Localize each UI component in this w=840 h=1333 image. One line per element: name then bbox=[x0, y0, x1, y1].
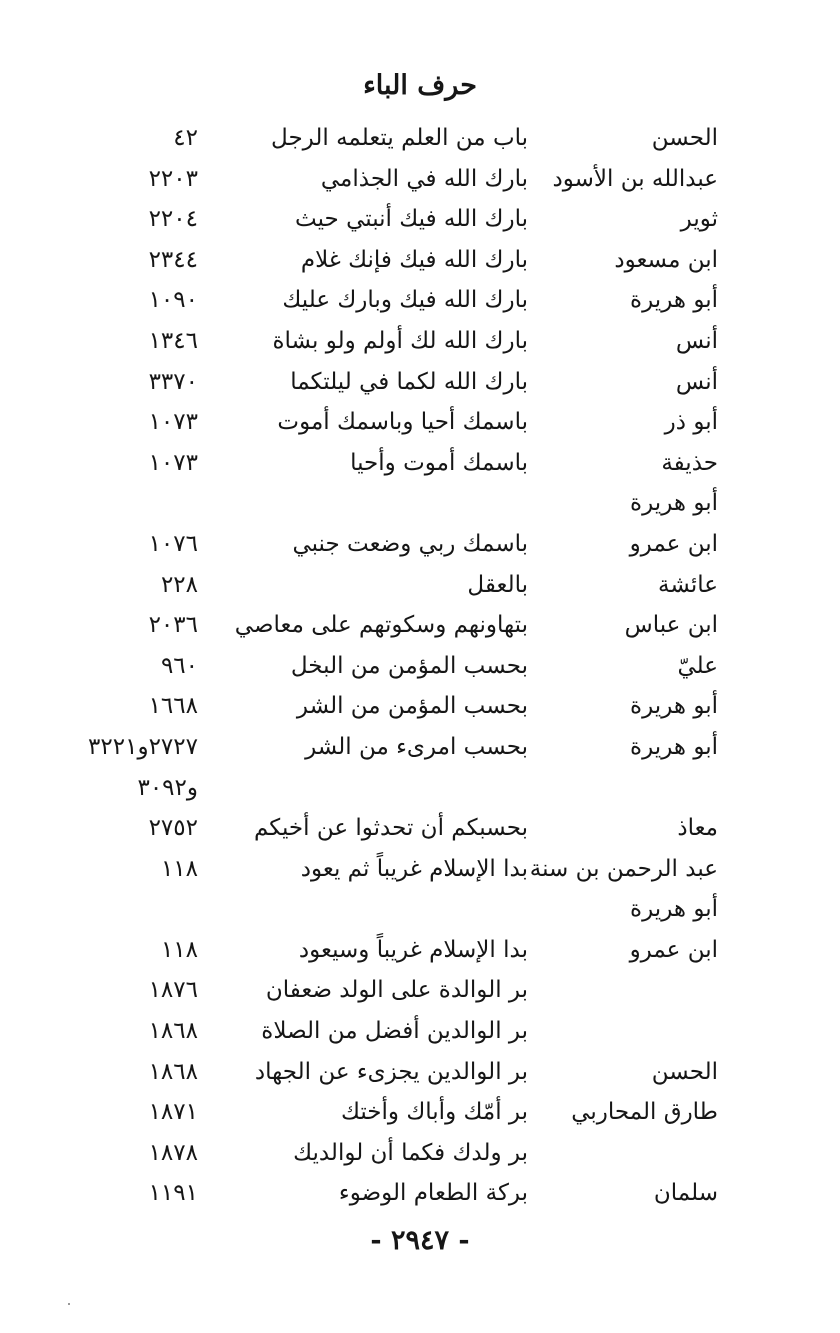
hadith-opening: بارك الله فيك وبارك عليك bbox=[282, 287, 528, 314]
hadith-number: ١٠٧٦ bbox=[148, 530, 198, 557]
index-row bbox=[0, 401, 840, 442]
narrator-name: ابن عمرو bbox=[629, 936, 718, 963]
hadith-number: ٤٢ bbox=[173, 125, 198, 151]
hadith-opening: بدا الإسلام غريباً ثم يعود bbox=[300, 855, 528, 882]
narrator-name: ثوير bbox=[680, 206, 718, 233]
index-row bbox=[0, 1091, 840, 1132]
hadith-number: ١٨٧١ bbox=[148, 1099, 198, 1126]
narrator-name: ابن مسعود bbox=[614, 246, 718, 273]
hadith-opening: بدا الإسلام غريباً وسيعود bbox=[298, 936, 528, 963]
index-row bbox=[0, 604, 840, 645]
narrator-name: أبو ذر bbox=[664, 409, 718, 436]
index-row bbox=[0, 807, 840, 848]
hadith-opening: بالعقل bbox=[467, 571, 528, 598]
index-row bbox=[0, 685, 840, 726]
hadith-number: ٢٧٥٢ bbox=[148, 815, 198, 842]
narrator-name: عبدالله بن الأسود bbox=[552, 165, 718, 192]
index-row bbox=[0, 726, 840, 767]
index-row bbox=[0, 442, 840, 483]
narrator-name: الحسن bbox=[651, 1058, 718, 1085]
index-row bbox=[0, 1172, 840, 1213]
hadith-opening: بر ولدك فكما أن لوالديك bbox=[293, 1139, 528, 1166]
hadith-number: ١٨٧٨ bbox=[148, 1139, 198, 1166]
hadith-number: ١٠٩٠ bbox=[148, 287, 198, 314]
hadith-opening: بركة الطعام الوضوء bbox=[338, 1180, 528, 1207]
hadith-opening: بحسب المؤمن من البخل bbox=[290, 652, 528, 679]
hadith-number: ٩٦٠ bbox=[160, 652, 198, 679]
section-title: حرف الباء bbox=[363, 70, 477, 101]
index-row bbox=[0, 1010, 840, 1051]
index-row bbox=[0, 1051, 840, 1092]
index-row bbox=[0, 279, 840, 320]
narrator-name: عليّ bbox=[677, 652, 718, 679]
hadith-opening: باسمك ربي وضعت جنبي bbox=[292, 530, 528, 557]
hadith-number: ١٨٦٨ bbox=[148, 1058, 198, 1085]
hadith-number: ١٠٧٣ bbox=[148, 409, 198, 436]
narrator-name: عائشة bbox=[658, 571, 718, 598]
hadith-opening: بارك الله لك أولم ولو بشاة bbox=[272, 327, 528, 354]
narrator-name: سلمان bbox=[653, 1180, 718, 1207]
narrator-name: أنس bbox=[675, 327, 718, 354]
index-row bbox=[0, 645, 840, 686]
scan-speck bbox=[68, 1303, 70, 1305]
hadith-opening: بحسبكم أن تحدثوا عن أخيكم bbox=[253, 815, 528, 842]
index-row bbox=[0, 361, 840, 402]
hadith-number: ١٨٧٦ bbox=[148, 977, 198, 1004]
index-row bbox=[0, 969, 840, 1010]
hadith-number: ٢٠٣٦ bbox=[148, 612, 198, 639]
hadith-number: ١٨٦٨ bbox=[148, 1018, 198, 1045]
page-number: - ٢٩٤٧ - bbox=[370, 1225, 470, 1256]
hadith-opening: بارك الله لكما في ليلتكما bbox=[290, 368, 528, 395]
hadith-opening: بر الوالدين يجزىء عن الجهاد bbox=[254, 1058, 528, 1085]
hadith-number: ١١٩١ bbox=[148, 1180, 198, 1207]
narrator-name: أبو هريرة bbox=[630, 896, 718, 923]
hadith-number: ١٦٦٨ bbox=[148, 693, 198, 720]
index-row bbox=[0, 239, 840, 280]
hadith-opening: بر الوالدة على الولد ضعفان bbox=[265, 977, 528, 1004]
hadith-opening: بتهاونهم وسكوتهم على معاصي bbox=[234, 612, 528, 639]
hadith-opening: باسمك أموت وأحيا bbox=[350, 449, 528, 476]
hadith-number: ٢٢٠٣ bbox=[148, 165, 198, 192]
index-row bbox=[0, 1132, 840, 1173]
narrator-name: معاذ bbox=[677, 815, 718, 842]
hadith-number: ١١٨ bbox=[160, 936, 198, 963]
hadith-number: ٢٧٢٧و٣٢٢١ bbox=[88, 733, 198, 760]
index-row bbox=[0, 523, 840, 564]
hadith-opening: باسمك أحيا وباسمك أموت bbox=[277, 409, 528, 436]
narrator-name: أبو هريرة bbox=[630, 733, 718, 760]
narrator-name: أبو هريرة bbox=[630, 693, 718, 720]
narrator-name: ابن عباس bbox=[624, 612, 718, 639]
hadith-opening: بر أمّك وأباك وأختك bbox=[340, 1099, 528, 1126]
index-row bbox=[0, 929, 840, 970]
narrator-name: عبد الرحمن بن سنة bbox=[529, 855, 718, 882]
index-row bbox=[0, 158, 840, 199]
index-row bbox=[0, 320, 840, 361]
index-row bbox=[0, 767, 840, 808]
hadith-opening: بارك الله فيك فإنك غلام bbox=[300, 246, 528, 273]
index-row bbox=[0, 482, 840, 523]
hadith-number: ٢٢٨ bbox=[160, 571, 198, 598]
narrator-name: أنس bbox=[675, 368, 718, 395]
hadith-number: ٣٣٧٠ bbox=[148, 368, 198, 395]
narrator-name: أبو هريرة bbox=[630, 287, 718, 314]
hadith-number: و٣٠٩٢ bbox=[137, 774, 198, 801]
index-row bbox=[0, 117, 840, 158]
hadith-opening: بحسب المؤمن من الشر bbox=[296, 693, 528, 720]
hadith-opening: باب من العلم يتعلمه الرجل bbox=[271, 125, 528, 151]
narrator-name: أبو هريرة bbox=[630, 490, 718, 517]
hadith-number: ٢٣٤٤ bbox=[148, 246, 198, 273]
narrator-name: ابن عمرو bbox=[629, 530, 718, 557]
index-entries bbox=[0, 117, 840, 1213]
hadith-number: ١٣٤٦ bbox=[148, 327, 198, 354]
narrator-name: الحسن bbox=[651, 125, 718, 151]
hadith-number: ٢٢٠٤ bbox=[148, 206, 198, 233]
hadith-opening: بحسب امرىء من الشر bbox=[305, 733, 528, 760]
hadith-number: ١١٨ bbox=[160, 855, 198, 882]
narrator-name: حذيفة bbox=[661, 449, 718, 476]
hadith-opening: بارك الله في الجذامي bbox=[320, 165, 528, 192]
hadith-number: ١٠٧٣ bbox=[148, 449, 198, 476]
hadith-opening: بر الوالدين أفضل من الصلاة bbox=[261, 1018, 528, 1045]
index-row bbox=[0, 888, 840, 929]
index-row bbox=[0, 198, 840, 239]
narrator-name: طارق المحاربي bbox=[571, 1099, 718, 1126]
hadith-opening: بارك الله فيك أنبتي حيث bbox=[295, 206, 528, 233]
index-row bbox=[0, 564, 840, 605]
index-row bbox=[0, 848, 840, 889]
